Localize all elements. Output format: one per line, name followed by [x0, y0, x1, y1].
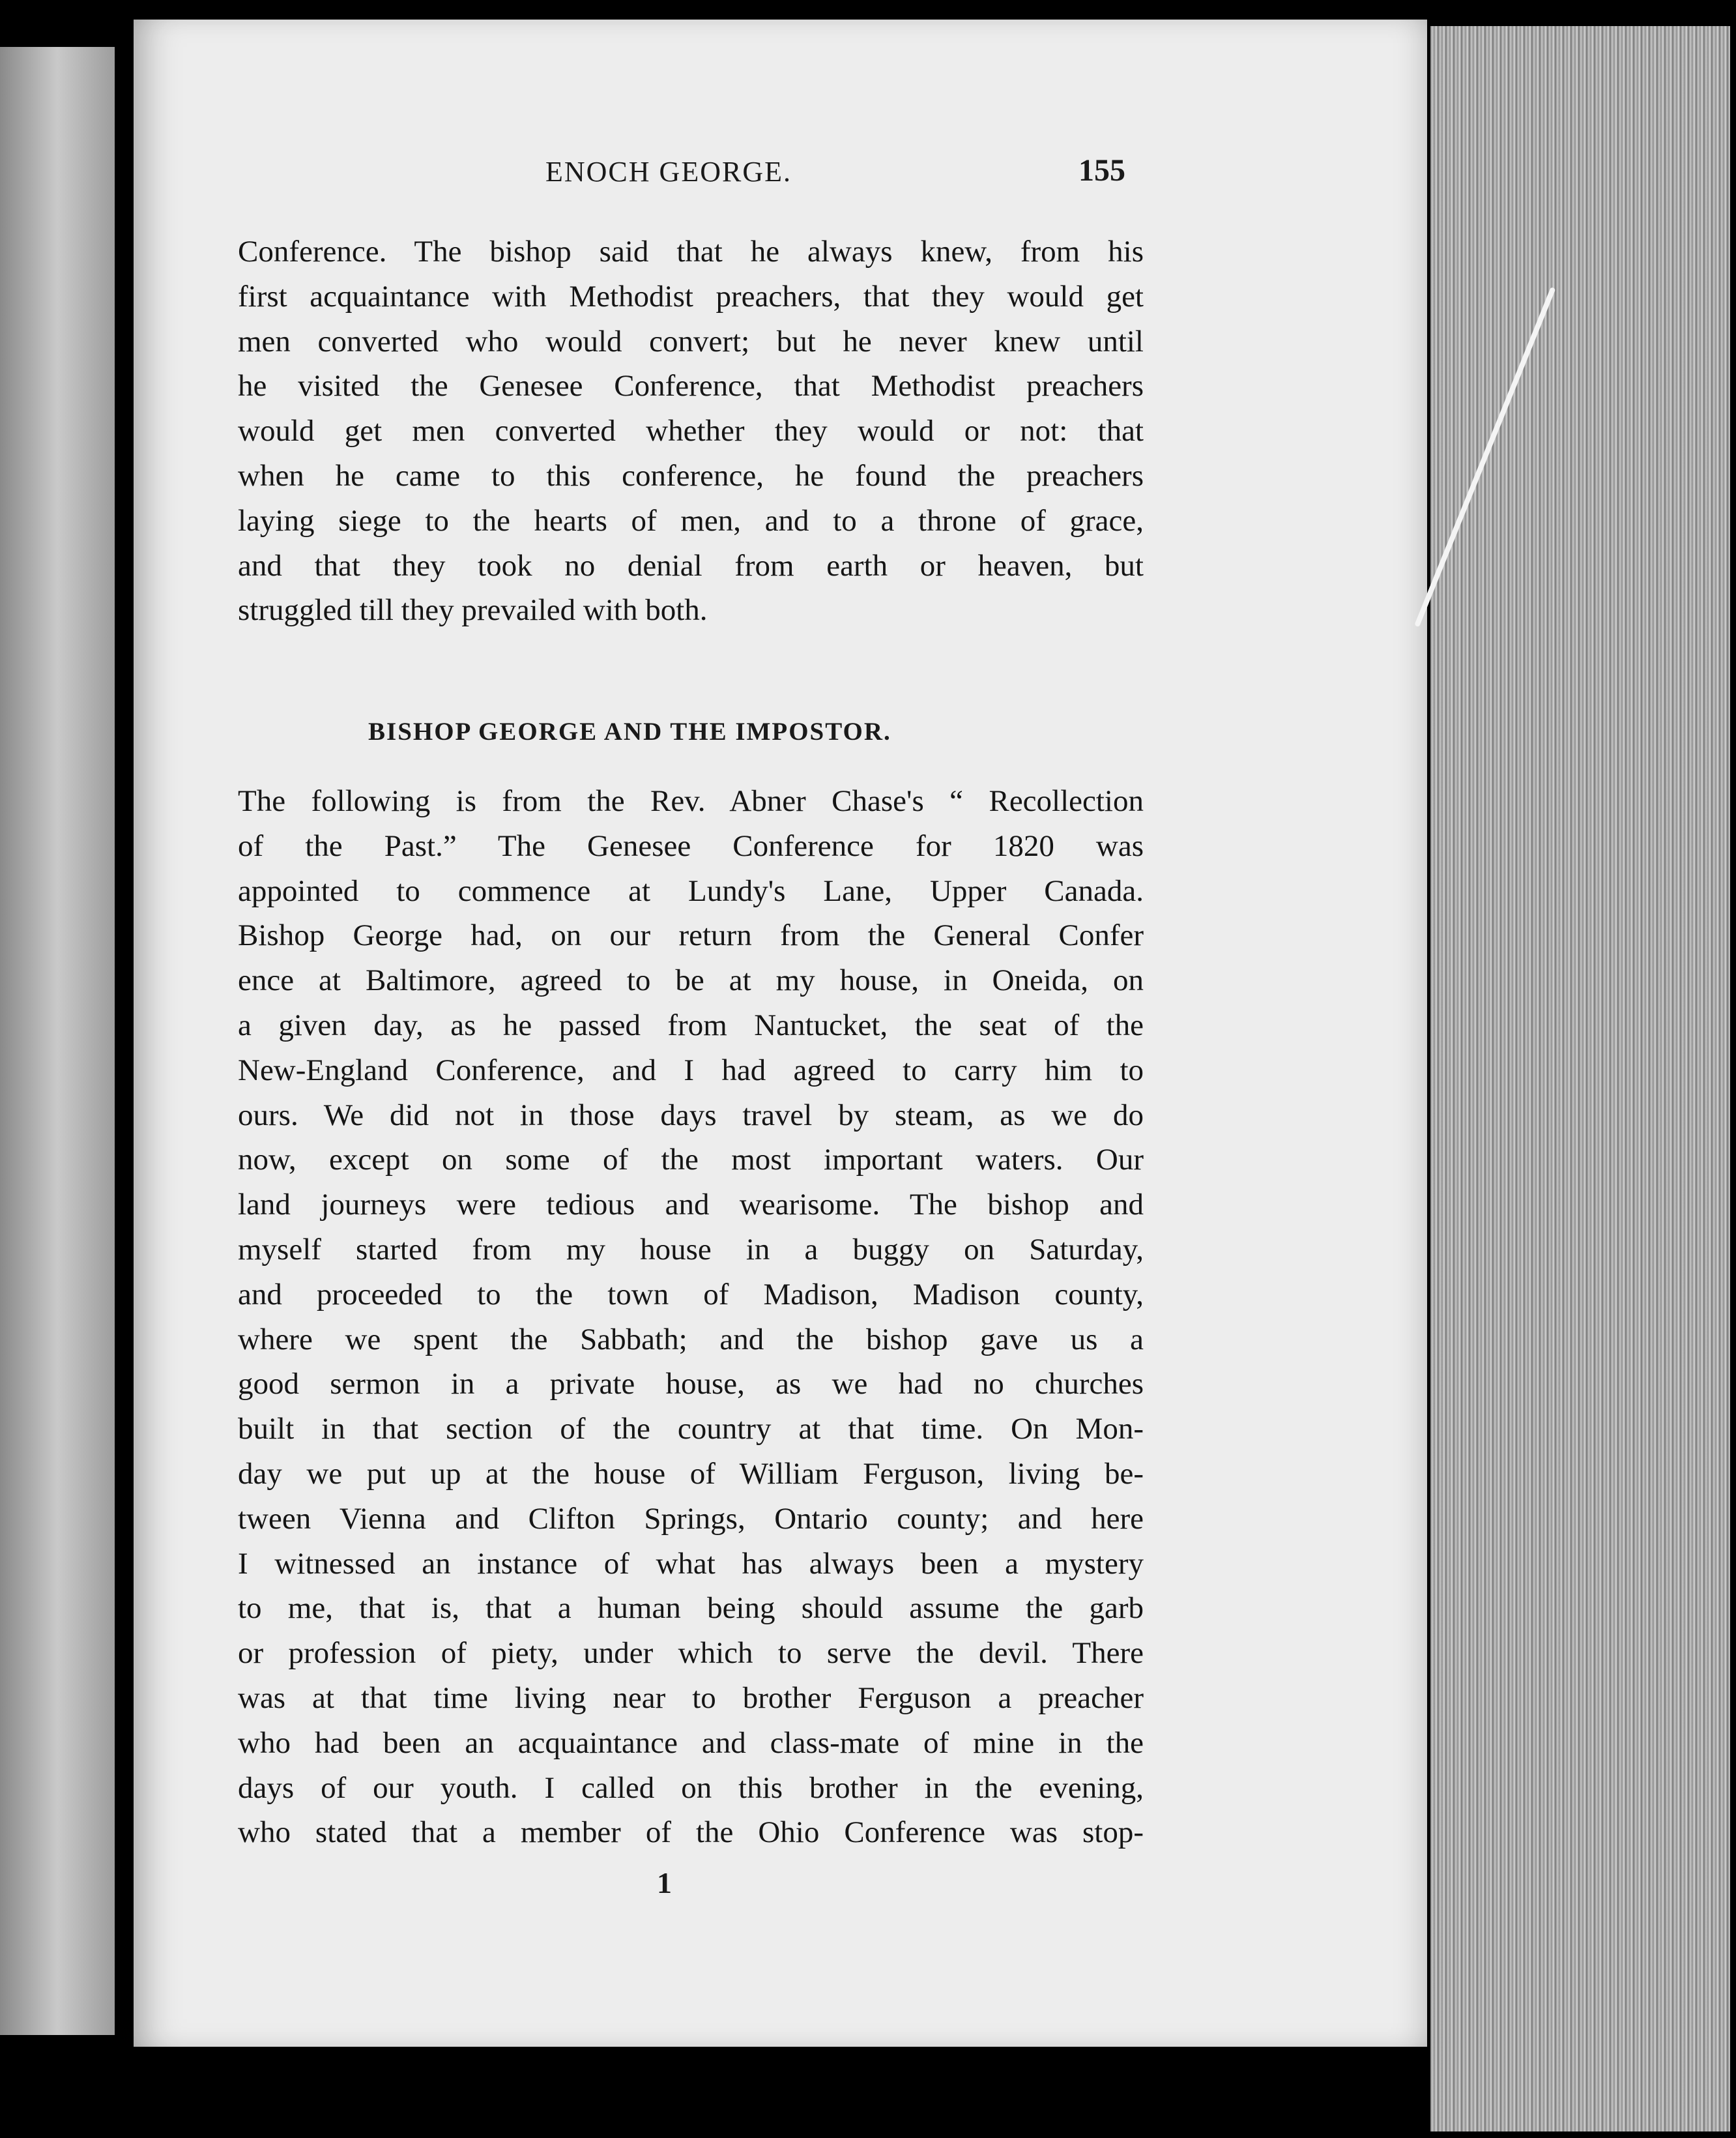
paragraph-continued [238, 229, 1144, 633]
text-line: where we spent the Sabbath; and the bishop gave us a [238, 1322, 1144, 1356]
text-line: he visited the Genesee Conference, that Methodist preachers [238, 369, 1144, 403]
section-heading: BISHOP GEORGE AND THE IMPOSTOR. [368, 718, 891, 746]
text-line: now, except on some of the most important waters. Our [238, 1143, 1144, 1177]
text-line: day we put up at the house of William Ferguson, living be- [238, 1456, 1144, 1491]
text-line: men converted who would convert; but he never knew until [238, 324, 1144, 359]
left-page-edge [0, 47, 115, 2035]
running-head [134, 155, 1427, 207]
text-line: of the Past.” The Genesee Conference for 1820 was [238, 828, 1144, 863]
text-line: was at that time living near to brother Ferguson a preacher [238, 1680, 1144, 1715]
page-number: 155 [1078, 153, 1125, 188]
text-line: ence at Baltimore, agreed to be at my house, in Oneida, on [238, 963, 1144, 998]
page-block-edges [1430, 26, 1730, 2131]
text-line: and that they took no denial from earth or heaven, but [238, 548, 1144, 583]
text-line: New-England Conference, and I had agreed to carry him to [238, 1053, 1144, 1087]
text-line: to me, that is, that a human being should assume the garb [238, 1591, 1144, 1626]
text-line: I witnessed an instance of what has always been a mystery [238, 1546, 1144, 1581]
text-line: first acquaintance with Methodist preachers, that they would get [238, 279, 1144, 314]
text-line: Bishop George had, on our return from the General Confer [238, 918, 1144, 953]
text-line: myself started from my house in a buggy on Saturday, [238, 1232, 1144, 1267]
text-line: struggled till they prevailed with both. [238, 593, 708, 628]
text-line: good sermon in a private house, as we had no churches [238, 1367, 1144, 1401]
text-line: would get men converted whether they would or not: that [238, 414, 1144, 448]
text-line: a given day, as he passed from Nantucket, the seat of the [238, 1008, 1144, 1042]
text-line: who had been an acquaintance and class-mate of mine in the [238, 1725, 1144, 1760]
text-line: who stated that a member of the Ohio Conference was stop- [238, 1815, 1144, 1850]
text-line: land journeys were tedious and wearisome. The bishop and [238, 1188, 1144, 1222]
text-line: days of our youth. I called on this brother in the evening, [238, 1770, 1144, 1805]
text-line: or profession of piety, under which to serve the devil. There [238, 1636, 1144, 1671]
text-line: Conference. The bishop said that he always knew, from his [238, 235, 1144, 269]
text-line: when he came to this conference, he found the preachers [238, 458, 1144, 493]
text-line: ours. We did not in those days travel by steam, as we do [238, 1098, 1144, 1132]
text-line: and proceeded to the town of Madison, Madison county, [238, 1277, 1144, 1311]
signature-mark: 1 [657, 1866, 672, 1899]
text-line: appointed to commence at Lundy's Lane, Upper Canada. [238, 873, 1144, 908]
text-line: tween Vienna and Clifton Springs, Ontario county; and here [238, 1501, 1144, 1536]
running-head-title: ENOCH GEORGE. [545, 156, 792, 188]
text-line: laying siege to the hearts of men, and to a throne of grace, [238, 503, 1144, 538]
text-line: built in that section of the country at that time. On Mon- [238, 1412, 1144, 1446]
paragraph-impostor [238, 779, 1144, 1855]
text-line: The following is from the Rev. Abner Chase's “ Recollection [238, 784, 1144, 818]
